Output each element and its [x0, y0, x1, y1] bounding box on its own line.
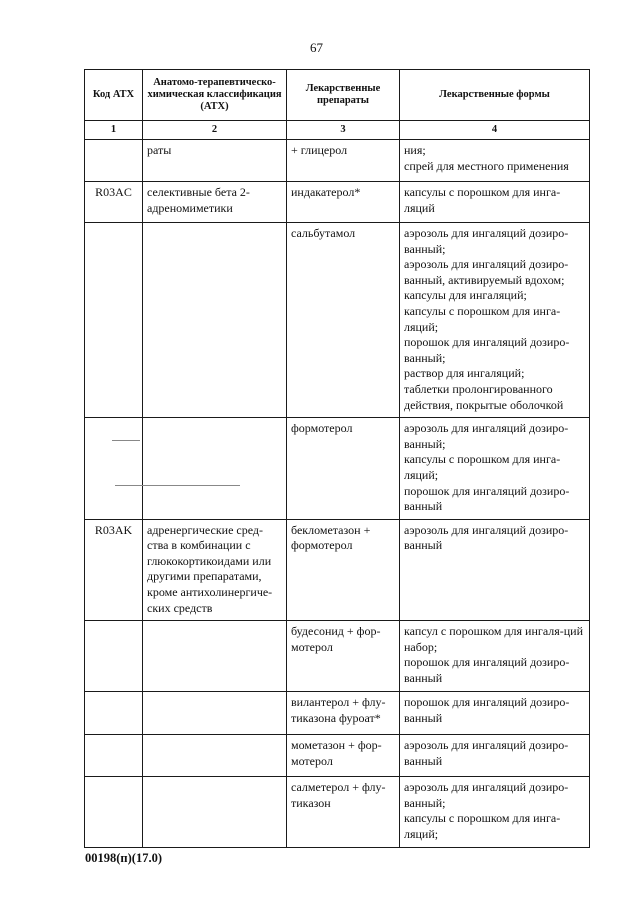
column-number-row	[85, 121, 590, 140]
atx-drug-table	[84, 69, 590, 848]
column-number: 3	[287, 121, 400, 140]
classification-cell: раты	[143, 140, 287, 182]
scan-artifact-line	[115, 485, 240, 486]
classification-cell	[143, 621, 287, 692]
table-row	[85, 418, 590, 520]
atx-code-cell	[85, 735, 143, 777]
table-row	[85, 735, 590, 777]
dosage-forms-cell: аэрозоль для ингаляций дозиро-ванный; капсулы с порошком для инга-ляций;	[400, 777, 590, 847]
table-row	[85, 140, 590, 182]
table-row	[85, 621, 590, 692]
column-number: 2	[143, 121, 287, 140]
drug-cell: индакатерол*	[287, 182, 400, 223]
dosage-forms-cell: аэрозоль для ингаляций дозиро-ванный	[400, 519, 590, 621]
dosage-forms-cell: аэрозоль для ингаляций дозиро-ванный; капсулы с порошком для инга-ляций; порошок для ингаляций дозиро-ванный	[400, 418, 590, 520]
header-drugs: Лекарственные препараты	[287, 70, 400, 121]
table-header-row	[85, 70, 590, 121]
classification-cell	[143, 692, 287, 735]
drug-cell: беклометазон + формотерол	[287, 519, 400, 621]
dosage-forms-cell: ния; спрей для местного применения	[400, 140, 590, 182]
classification-cell: адренергические сред-ства в комбинации с глюкокортикоидами или другими препаратами, кроме антихолинергиче-ских средств	[143, 519, 287, 621]
table-row	[85, 692, 590, 735]
header-atx-code: Код АТХ	[85, 70, 143, 121]
table-row	[85, 777, 590, 847]
header-atx-classification: Анатомо-терапевтическо-химическая классификация (АТХ)	[143, 70, 287, 121]
drug-cell: сальбутамол	[287, 223, 400, 418]
table-row	[85, 223, 590, 418]
drug-cell: салметерол + флу-тиказон	[287, 777, 400, 847]
atx-code-cell	[85, 418, 143, 520]
atx-code-cell	[85, 140, 143, 182]
dosage-forms-cell: порошок для ингаляций дозиро-ванный	[400, 692, 590, 735]
column-number: 1	[85, 121, 143, 140]
drug-cell: + глицерол	[287, 140, 400, 182]
classification-cell: селективные бета 2-адреномиметики	[143, 182, 287, 223]
dosage-forms-cell: капсул с порошком для ингаля-ций набор; порошок для ингаляций дозиро-ванный	[400, 621, 590, 692]
atx-code-cell	[85, 777, 143, 847]
table-row	[85, 519, 590, 621]
classification-cell	[143, 777, 287, 847]
drug-cell: вилантерол + флу-тиказона фуроат*	[287, 692, 400, 735]
atx-code-cell: R03AC	[85, 182, 143, 223]
table-row	[85, 182, 590, 223]
dosage-forms-cell: аэрозоль для ингаляций дозиро-ванный; аэрозоль для ингаляций дозиро-ванный, активируемый вдохом; капсулы для ингаляций; капсулы с порошком для инга-ляций; порошок для ингаляций дозиро-ванный; раствор для ингаляций; таблетки пролонгированного действия, покрытые оболочкой	[400, 223, 590, 418]
atx-code-cell: R03AK	[85, 519, 143, 621]
classification-cell	[143, 418, 287, 520]
dosage-forms-cell: капсулы с порошком для инга-ляций	[400, 182, 590, 223]
atx-code-cell	[85, 223, 143, 418]
drug-cell: формотерол	[287, 418, 400, 520]
atx-code-cell	[85, 621, 143, 692]
page-number: 67	[310, 40, 323, 55]
scan-artifact-line	[112, 440, 140, 441]
drug-cell: будесонид + фор-мотерол	[287, 621, 400, 692]
classification-cell	[143, 735, 287, 777]
column-number: 4	[400, 121, 590, 140]
dosage-forms-cell: аэрозоль для ингаляций дозиро-ванный	[400, 735, 590, 777]
header-dosage-forms: Лекарственные формы	[400, 70, 590, 121]
document-code: 00198(п)(17.0)	[85, 851, 162, 865]
drug-cell: мометазон + фор-мотерол	[287, 735, 400, 777]
classification-cell	[143, 223, 287, 418]
atx-code-cell	[85, 692, 143, 735]
